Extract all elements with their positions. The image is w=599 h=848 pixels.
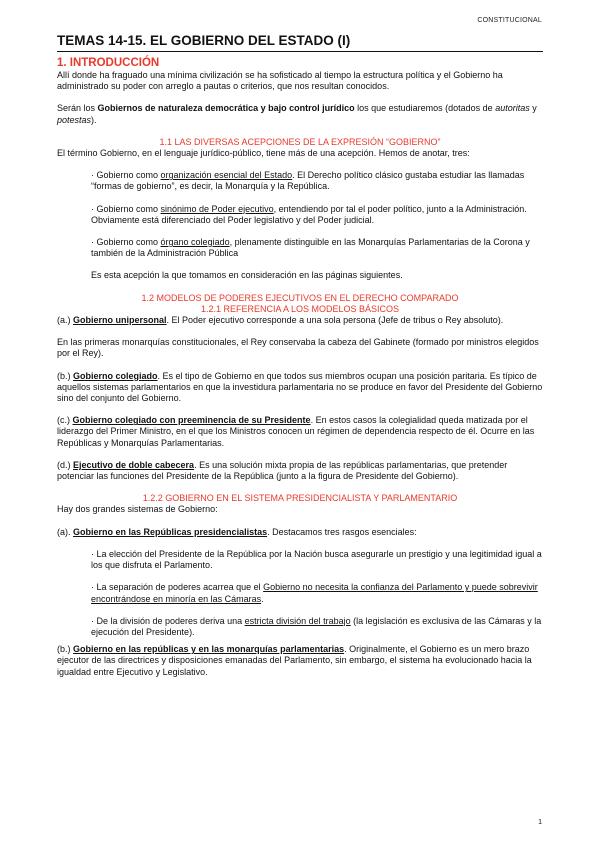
list-item: · De la división de poderes deriva una estricta división del trabajo (la legislación es exclusiva de las Cámaras y la ejecución del Presidente). — [91, 615, 542, 637]
list-item: (a.) Gobierno unipersonal. El Poder ejecutivo corresponde a una sola persona (Jefe de tribus o Rey absoluto). — [57, 315, 504, 326]
running-header: CONSTITUCIONAL — [477, 17, 542, 24]
paragraph: Es esta acepción la que tomamos en consideración en las páginas siguientes. — [91, 270, 403, 281]
list-item: · Gobierno como sinónimo de Poder ejecutivo, entendiendo por tal el poder político, junto a la Administración. Obviamente está diferenciado del Poder legislativo y del Poder judicial. — [91, 203, 527, 225]
subsubsection-heading-presidencialista: 1.2.2 GOBIERNO EN EL SISTEMA PRESIDENCIALISTA Y PARLAMENTARIO — [142, 493, 458, 504]
list-item: (b.) Gobierno colegiado. Es el tipo de Gobierno en que todos sus miembros ocupan una posición paritaria. Es típico de aquellos sistemas parlamentarios en que la investidura parlamentaria no se produce en favor del Presidente del Gobierno sino del conjunto del Gobierno. — [57, 370, 543, 404]
list-item: · La elección del Presidente de la República por la Nación busca asegurarle un prestigio y una legitimidad igual a los que disfruta el Parlamento. — [91, 548, 542, 571]
list-item: (a). Gobierno en las Repúblicas presidencialistas. Destacamos tres rasgos esenciales: — [57, 526, 417, 537]
subsubsection-heading-modelos-basicos: 1.2.1 REFERENCIA A LOS MODELOS BÁSICOS — [200, 303, 400, 314]
list-item: · Gobierno como organización esencial del Estado. El Derecho político clásico gustaba estudiar las llamadas “formas de gobierno”, es decir, la Monarquía y la República. — [91, 170, 525, 192]
list-item: (b.) Gobierno en las repúblicas y en las monarquías parlamentarias. Originalmente, el Gobierno es un mero brazo ejecutor de las directrices y disposiciones emanadas del Parlamento, sin embargo, el sistema ha evolucionado hacia la igualdad entre Ejecutivo y Legislativo. — [57, 644, 532, 677]
paragraph: En las primeras monarquías constitucionales, el Rey conservaba la cabeza del Gabinete (formado por ministros elegidos por el Rey). — [57, 337, 539, 359]
paragraph: Allí donde ha fraguado una mínima civilización se ha sofisticado al tiempo la estructura política y el Gobierno ha administrado su poder con arreglo a pautas o criterios, que nos resultan conocidos. — [57, 70, 503, 92]
subsection-heading-modelos: 1.2 MODELOS DE PODERES EJECUTIVOS EN EL DERECHO COMPARADO — [141, 292, 459, 303]
subsection-heading-acepciones: 1.1 LAS DIVERSAS ACEPCIONES DE LA EXPRESIÓN “GOBIERNO” — [159, 136, 441, 147]
list-item: · La separación de poderes acarrea que el Gobierno no necesita la confianza del Parlamento y puede sobrevivir encontrándose en minoría en las Cámaras. — [91, 582, 538, 604]
page-number: 1 — [538, 819, 542, 826]
document-body — [57, 57, 543, 678]
list-item: · Gobierno como órgano colegiado, plenamente distinguible en las Monarquías Parlamentarias de la Corona y también de la Administración Pública — [91, 237, 530, 259]
list-item: (c.) Gobierno colegiado con preeminencia de su Presidente. En estos casos la colegialidad queda matizada por el liderazgo del Primer Ministro, en el que los Ministros conocen un régimen de dependencia respecto de él. Ocurre en las Repúblicas y Monarquías Parlamentarias. — [57, 415, 535, 448]
page-title: TEMAS 14-15. EL GOBIERNO DEL ESTADO (I) — [57, 33, 543, 52]
paragraph: Serán los Gobiernos de naturaleza democrática y bajo control jurídico los que estudiaremos (dotados de autoritas y potestas). — [57, 103, 537, 125]
paragraph: Hay dos grandes sistemas de Gobierno: — [57, 504, 218, 515]
paragraph: El término Gobierno, en el lenguaje jurídico-público, tiene más de una acepción. Hemos de anotar, tres: — [57, 148, 470, 159]
section-heading-introduccion: 1. INTRODUCCIÓN — [57, 57, 160, 69]
list-item: (d.) Ejecutivo de doble cabecera. Es una solución mixta propia de las repúblicas parlamentarias, que pretender potenciar las funciones del Presidente de la República (junto a la figura de Presidente del Gobierno). — [57, 459, 508, 482]
